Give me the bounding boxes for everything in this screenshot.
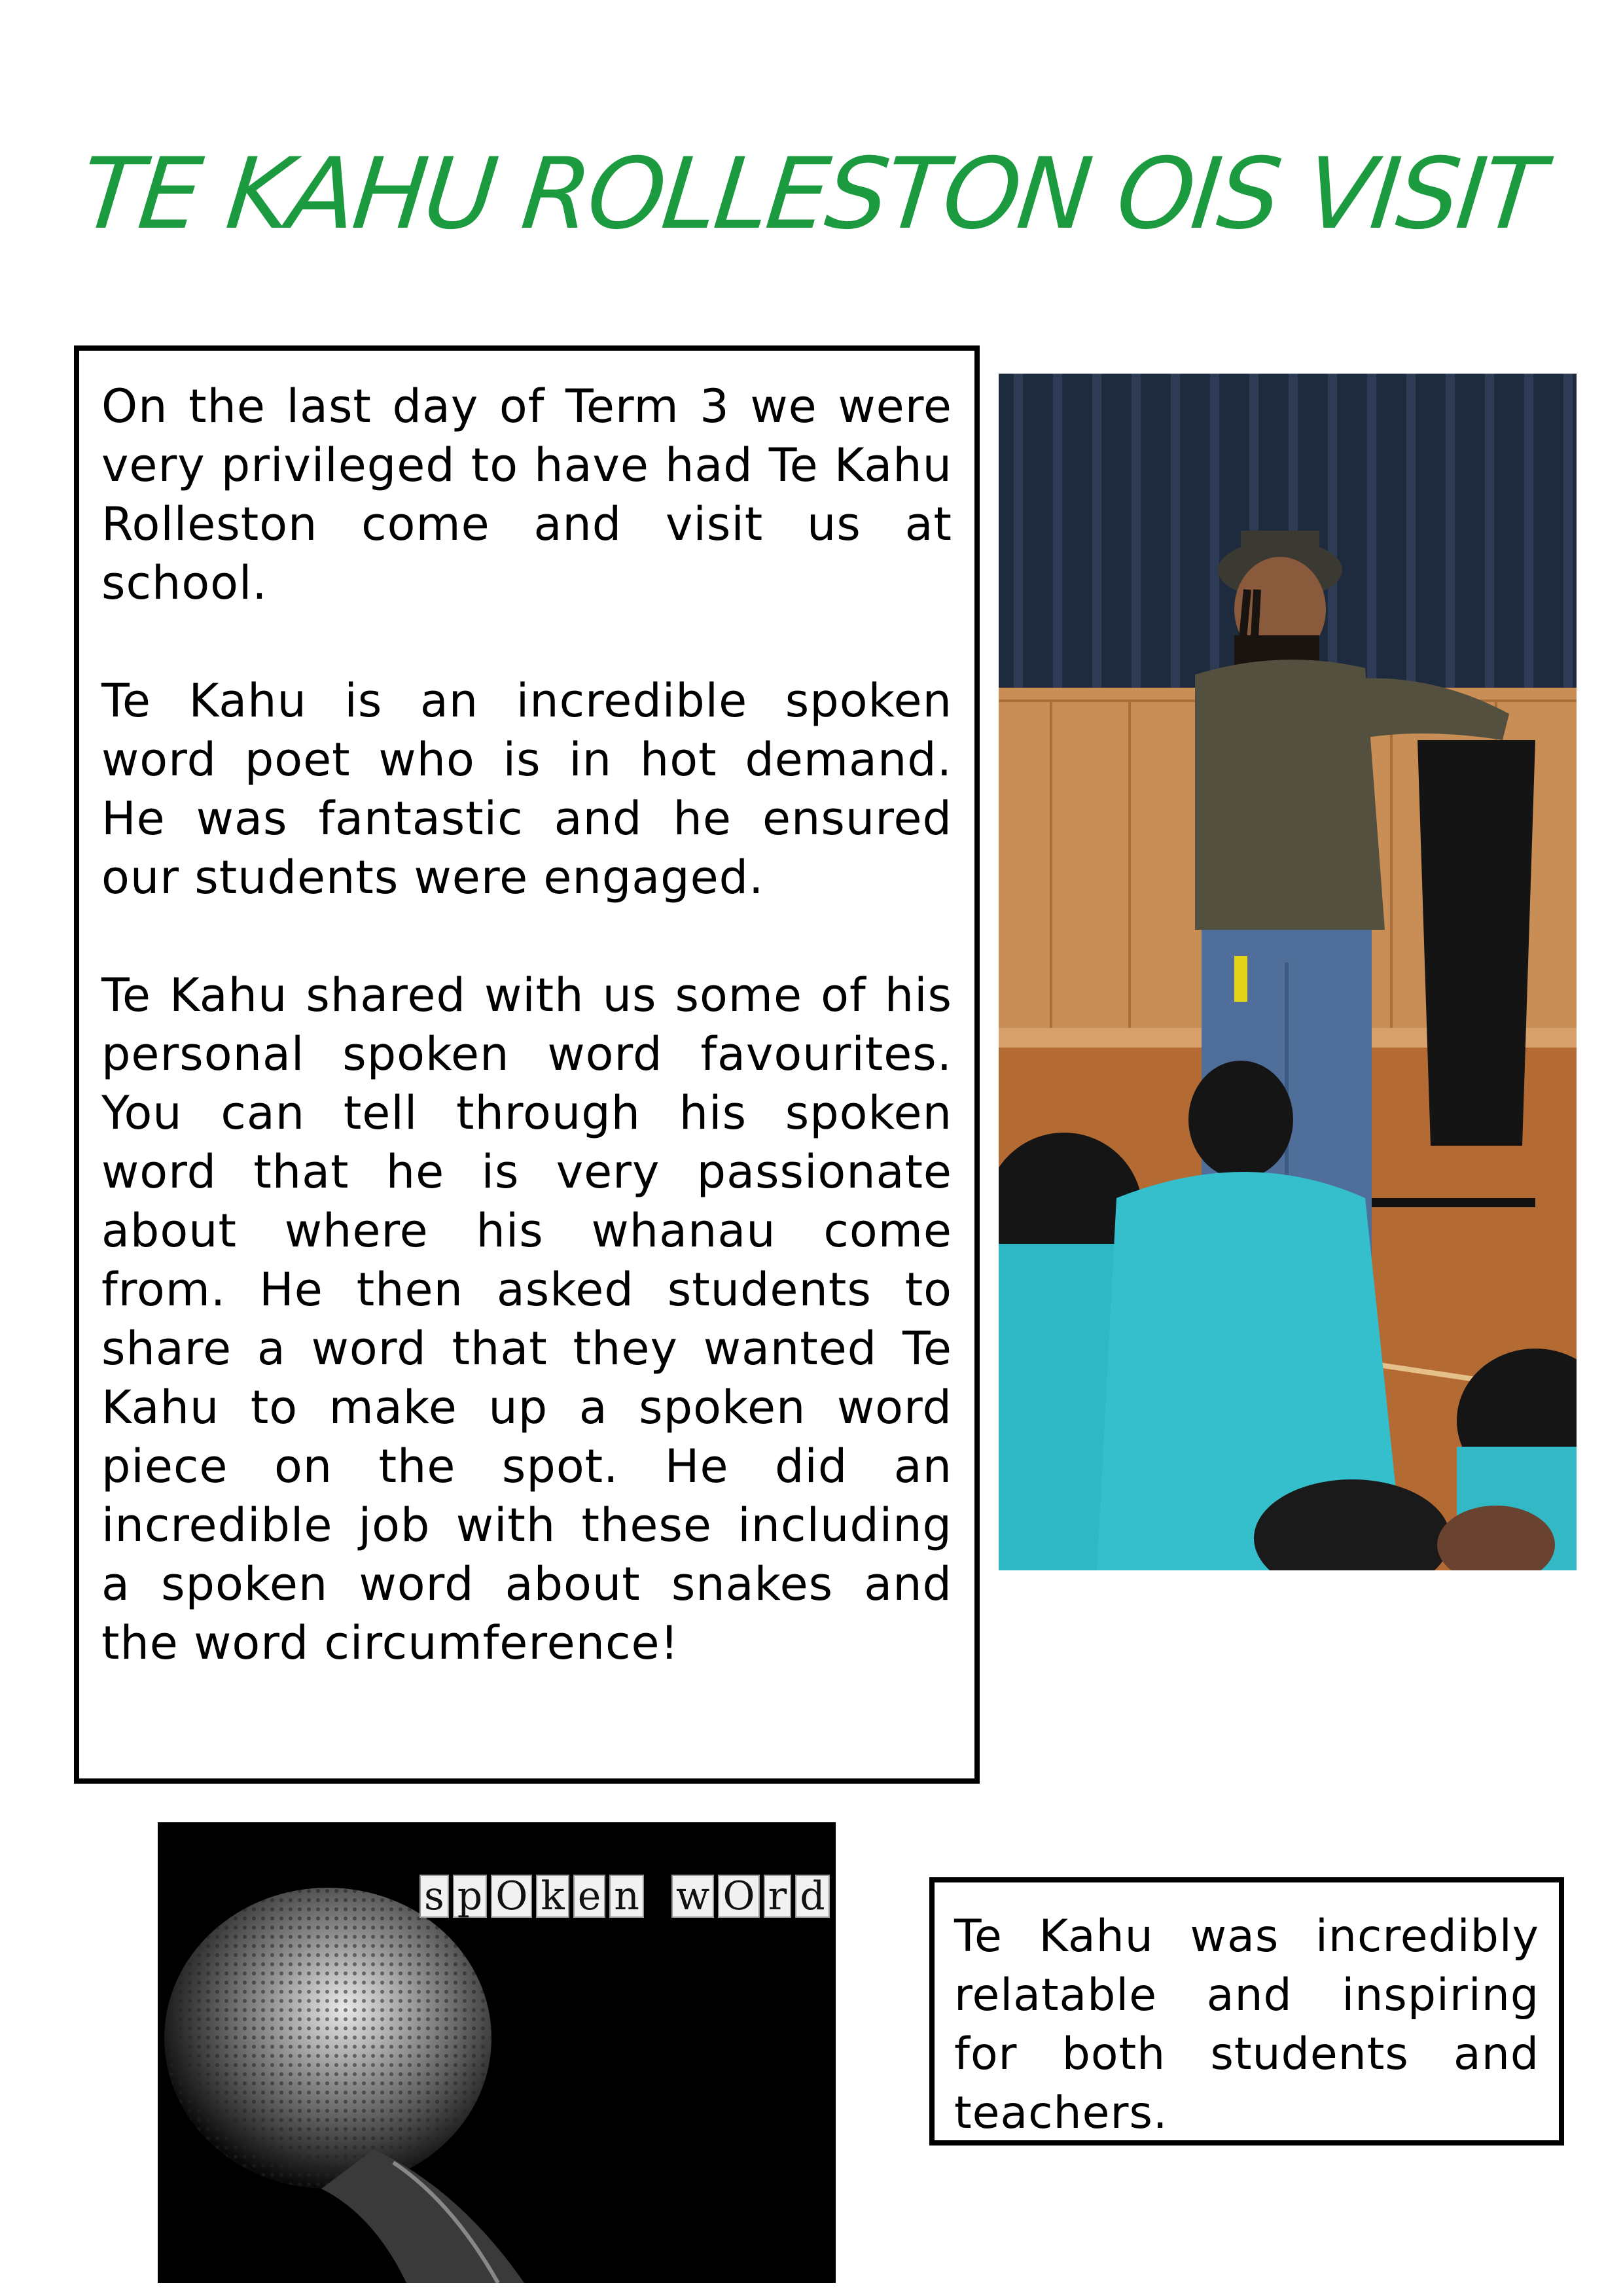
label-letter: r (764, 1875, 792, 1918)
label-gap (648, 1875, 668, 1918)
spoken-word-label (419, 1875, 830, 1918)
label-letter: n (609, 1875, 644, 1918)
label-letter: s (419, 1875, 449, 1918)
label-letter: O (491, 1875, 532, 1918)
main-text-box (74, 345, 980, 1784)
label-letter: O (718, 1875, 759, 1918)
paragraph-performance: Te Kahu shared with us some of his personal spoken word favourites. You can tell through his spoken word that he is very passionate about where his whanau come from. He then asked students to share a word that they wanted Te Kahu to make up a spoken word piece on the spot. He did an incredible job with these including a spoken word about snakes and the word circumference! (101, 968, 952, 1670)
paragraph-summary: Te Kahu was incredibly relatable and inspiring for both students and teachers. (954, 1911, 1539, 2139)
paragraph-intro: On the last day of Term 3 we were very privileged to have had Te Kahu Rolleston come and visit us at school. (101, 380, 952, 610)
page-title: TE KAHU ROLLESTON OIS VISIT (76, 137, 1547, 251)
poet-photo (999, 374, 1577, 1570)
paragraph-poet: Te Kahu is an incredible spoken word poet who is in hot demand. He was fantastic and he ensured our students were engaged. (101, 674, 952, 904)
spoken-word-microphone-image (158, 1822, 836, 2283)
label-letter: w (671, 1875, 714, 1918)
side-text-box (929, 1877, 1564, 2146)
label-letter: k (536, 1875, 569, 1918)
label-letter: e (573, 1875, 606, 1918)
label-letter: d (795, 1875, 829, 1918)
label-letter: p (453, 1875, 487, 1918)
